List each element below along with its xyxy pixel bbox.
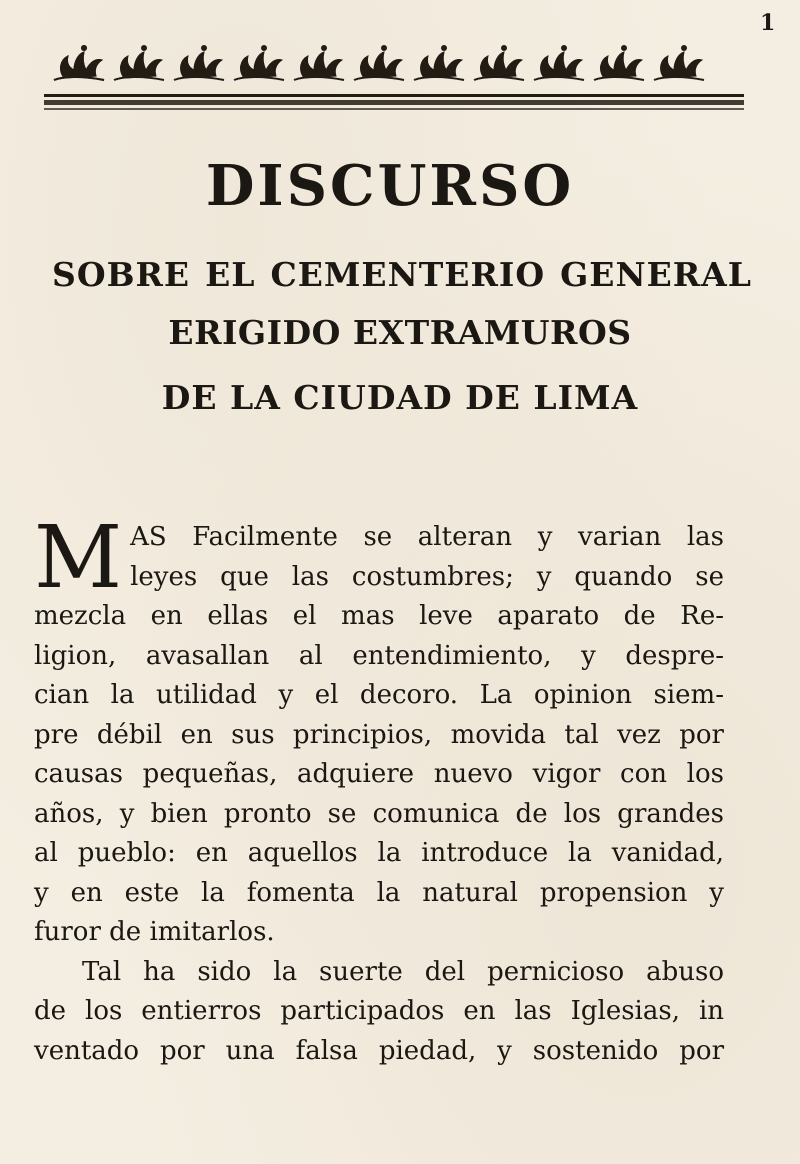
text-line: y en este la fomenta la natural propension y	[34, 877, 724, 908]
paragraph-2	[34, 953, 724, 1072]
paragraph-1	[34, 508, 724, 953]
text-line: ventado por una falsa piedad, y sostenido por	[34, 1035, 724, 1066]
title-subtitle-line-2: ERIGIDO EXTRAMUROS	[168, 313, 632, 352]
text-line: ligion, avasallan al entendimiento, y despre-	[34, 640, 724, 671]
text-line: al pueblo: en aquellos la introduce la vanidad,	[34, 838, 724, 868]
title-main: DISCURSO	[205, 153, 575, 219]
text-line: mezcla en ellas el mas leve aparato de Re-	[34, 601, 724, 631]
text-line: pre débil en sus principios, movida tal vez por	[34, 719, 724, 750]
text-line: leyes que las costumbres; y quando se	[130, 561, 724, 592]
drop-cap: M	[34, 508, 123, 608]
text-line: Tal ha sido la suerte del pernicioso abuso	[82, 956, 724, 987]
text-line: años, y bien pronto se comunica de los grandes	[34, 798, 724, 829]
document-title	[0, 153, 800, 219]
text-line: furor de imitarlos.	[34, 917, 275, 947]
text-line: de los entierros participados en las Iglesias, in	[34, 996, 724, 1026]
text-line: AS Facilmente se alteran y varian las	[130, 522, 724, 552]
fleuron-band-ornament-icon	[44, 40, 744, 122]
text-line: causas pequeñas, adquiere nuevo vigor con los	[34, 759, 724, 789]
page-number: 1	[760, 10, 776, 36]
title-subtitle-line-3: DE LA CIUDAD DE LIMA	[161, 378, 639, 417]
text-line: cian la utilidad y el decoro. La opinion siem-	[34, 680, 724, 710]
title-subtitle-line-1: SOBRE EL CEMENTERIO GENERAL	[52, 255, 752, 294]
body-text	[34, 508, 724, 1071]
